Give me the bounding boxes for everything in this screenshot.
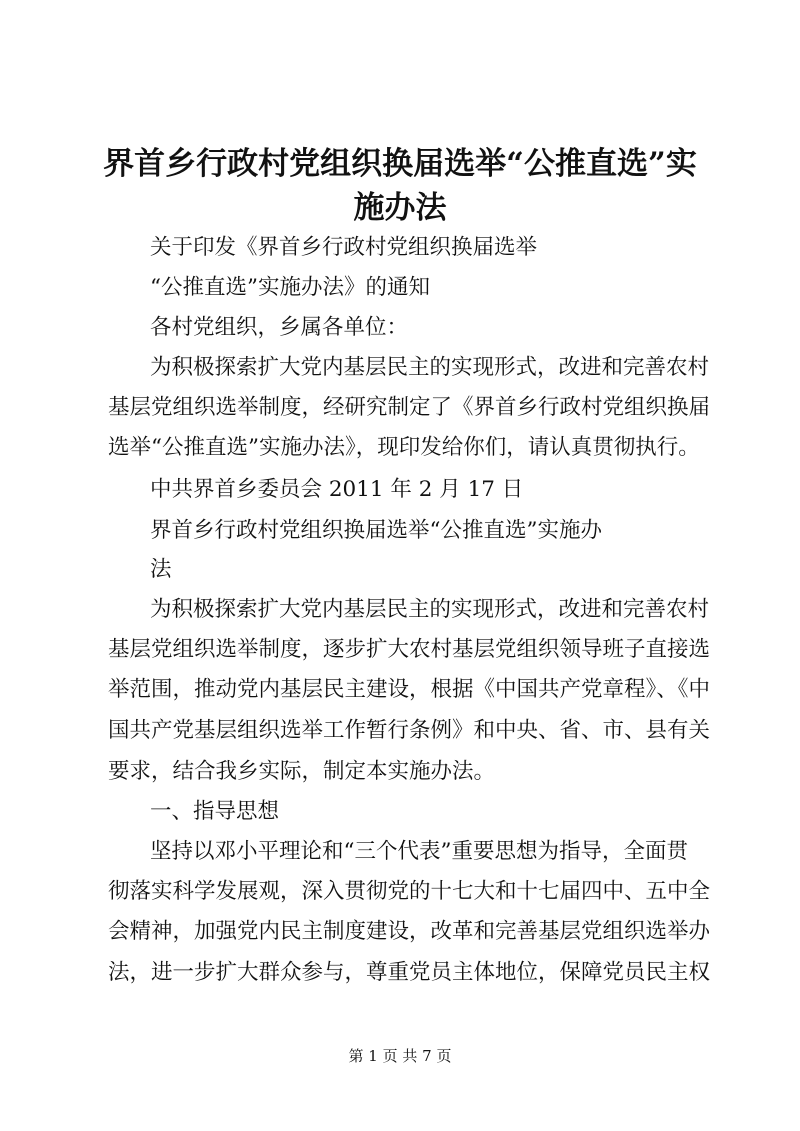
page-number-footer: 第 1 页 共 7 页 bbox=[348, 1047, 452, 1065]
document-title-line-1: 界首乡行政村党组织换届选举“公推直选”实 bbox=[103, 146, 697, 182]
body-text-line: 基层党组织选举制度，经研究制定了《界首乡行政村党组织换届 bbox=[108, 395, 711, 420]
document-title-line-2: 施办法 bbox=[353, 190, 447, 226]
body-text-line: 基层党组织选举制度，逐步扩大农村基层党组织领导班子直接选 bbox=[108, 637, 711, 662]
notice-title-line-2: “公推直选”实施办法》的通知 bbox=[150, 275, 430, 300]
body-text-line: 国共产党基层组织选举工作暂行条例》和中央、省、市、县有关 bbox=[108, 718, 711, 743]
section-heading: 一、指导思想 bbox=[150, 799, 280, 824]
section-title-line-2: 法 bbox=[150, 557, 172, 582]
body-text-line: 坚持以邓小平理论和“三个代表”重要思想为指导，全面贯 bbox=[150, 839, 688, 864]
salutation: 各村党组织，乡属各单位： bbox=[150, 315, 409, 340]
body-text-line: 举范围，推动党内基层民主建设，根据《中国共产党章程》、《中 bbox=[108, 677, 711, 702]
body-text-line: 选举“公推直选”实施办法》，现印发给你们，请认真贯彻执行。 bbox=[108, 435, 700, 460]
body-text-line: 会精神，加强党内民主制度建设，改革和完善基层党组织选举办 bbox=[108, 919, 711, 944]
section-title-line-1: 界首乡行政村党组织换届选举“公推直选”实施办 bbox=[150, 518, 602, 543]
body-text-line: 为积极探索扩大党内基层民主的实现形式，改进和完善农村 bbox=[150, 355, 710, 380]
body-text-line: 法，进一步扩大群众参与，尊重党员主体地位，保障党员民主权 bbox=[108, 960, 711, 985]
body-text-line: 为积极探索扩大党内基层民主的实现形式，改进和完善农村 bbox=[150, 597, 710, 622]
issuer-date: 中共界首乡委员会 2011 年 2 月 17 日 bbox=[150, 477, 524, 502]
notice-title-line-1: 关于印发《界首乡行政村党组织换届选举 bbox=[150, 235, 538, 260]
body-text-line: 要求，结合我乡实际，制定本实施办法。 bbox=[108, 759, 496, 784]
body-text-line: 彻落实科学发展观，深入贯彻党的十七大和十七届四中、五中全 bbox=[108, 879, 711, 904]
